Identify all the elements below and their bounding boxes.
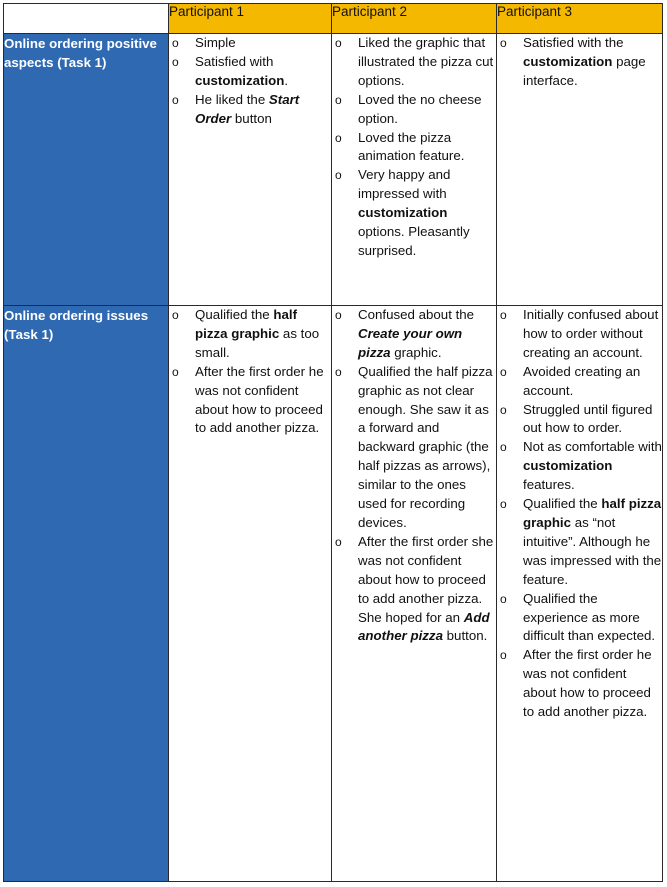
row-label-positive: Online ordering positive aspects (Task 1)	[4, 34, 169, 306]
list-item	[497, 34, 662, 91]
bullet-list	[497, 34, 662, 91]
bullet-icon: o	[500, 308, 507, 322]
list-item-text: graphic.	[390, 344, 442, 360]
list-item-text: page interface.	[523, 53, 646, 88]
list-item	[169, 363, 331, 439]
list-item	[169, 91, 331, 129]
list-item	[497, 401, 662, 439]
emphasis-text: Start Order	[195, 91, 300, 126]
bullet-icon: o	[172, 54, 179, 69]
emphasis-text: half pizza graphic	[523, 496, 662, 530]
list-item-text: Struggled until figured out how to order.	[523, 401, 653, 436]
list-item-text: Not as comfortable with	[523, 439, 662, 455]
bullet-icon: o	[500, 402, 507, 417]
cell-positive-participant-3	[497, 34, 663, 306]
list-item-text: Very happy and impressed with	[358, 167, 451, 202]
header-participant-1: Participant 1	[169, 4, 332, 34]
table-row	[4, 34, 663, 306]
list-item	[332, 533, 496, 646]
header-participant-3: Participant 3	[497, 4, 663, 34]
bullet-list	[169, 34, 331, 129]
cell-issues-participant-3	[497, 306, 663, 882]
list-item-text: Qualified the half pizza graphic as not clear enough. She saw it as a forward and backward graphic (the half pizzas as arrows), similar to the ones used for recording devices.	[358, 363, 493, 530]
list-item	[332, 166, 496, 261]
emphasis-text: Create your own pizza	[358, 325, 463, 360]
bullet-icon: o	[335, 364, 342, 379]
table-row	[4, 306, 663, 882]
emphasis-text: customization	[195, 72, 285, 88]
list-item	[332, 306, 496, 363]
list-item-text: Avoided creating an account.	[523, 363, 641, 398]
list-item-text: button.	[442, 628, 488, 644]
row-label-issues: Online ordering issues (Task 1)	[4, 306, 169, 882]
emphasis-text: customization	[523, 458, 613, 474]
list-item	[497, 590, 662, 647]
list-item	[497, 438, 662, 495]
bullet-list	[332, 306, 496, 646]
bullet-icon: o	[172, 92, 179, 107]
list-item-text: Simple	[195, 35, 236, 50]
cell-issues-participant-2	[332, 306, 497, 882]
list-item-text: as too small.	[195, 325, 320, 360]
list-item-text: Qualified the	[523, 496, 602, 512]
list-item-text: features.	[523, 477, 575, 493]
list-item-text: button	[231, 110, 272, 126]
bullet-icon: o	[500, 440, 507, 455]
list-item	[497, 306, 662, 363]
emphasis-text: customization	[358, 205, 448, 221]
bullet-icon: o	[335, 534, 342, 549]
bullet-icon: o	[335, 168, 342, 183]
emphasis-text: half pizza graphic	[195, 307, 297, 341]
emphasis-text: Add another pizza	[358, 609, 490, 644]
list-item	[332, 34, 496, 91]
list-item	[169, 34, 331, 53]
cell-issues-participant-1	[169, 306, 332, 882]
list-item-text: as “not intuitive”. Although he was impressed with the feature.	[523, 514, 662, 587]
list-item-text: Confused about the	[358, 307, 475, 322]
emphasis-text: customization	[523, 53, 613, 69]
list-item	[332, 91, 496, 129]
list-item	[497, 363, 662, 401]
list-item-text: Initially confused about how to order without creating an account.	[523, 307, 659, 360]
bullet-list	[497, 306, 662, 722]
list-item-text: Loved the pizza animation feature.	[358, 129, 465, 164]
list-item	[169, 53, 331, 91]
bullet-icon: o	[500, 364, 507, 379]
list-item-text: After the first order he was not confident about how to proceed to add another pizza.	[195, 363, 324, 436]
bullet-icon: o	[500, 591, 507, 606]
header-row	[4, 4, 663, 34]
bullet-icon: o	[172, 364, 179, 379]
bullet-icon: o	[500, 36, 507, 50]
list-item-text: Satisfied with	[195, 53, 274, 69]
list-item-text: Loved the no cheese option.	[358, 91, 482, 126]
bullet-list	[332, 34, 496, 261]
findings-table	[3, 3, 663, 882]
header-participant-2: Participant 2	[332, 4, 497, 34]
bullet-icon: o	[172, 308, 179, 322]
list-item	[497, 495, 662, 590]
list-item	[497, 646, 662, 722]
list-item	[169, 306, 331, 363]
bullet-icon: o	[335, 92, 342, 107]
list-item-text: Satisfied with the	[523, 35, 624, 50]
bullet-icon: o	[335, 308, 342, 322]
bullet-icon: o	[335, 36, 342, 50]
list-item-text: He liked the	[195, 91, 269, 107]
cell-positive-participant-1	[169, 34, 332, 306]
list-item-text: Qualified the	[195, 307, 274, 322]
corner-cell	[4, 4, 169, 34]
list-item	[332, 129, 496, 167]
list-item-text: Qualified the experience as more difficult than expected.	[523, 590, 656, 644]
list-item-text: After the first order she was not confident about how to proceed to add another pizza. She hoped for an	[358, 533, 494, 625]
bullet-icon: o	[500, 497, 507, 512]
bullet-icon: o	[335, 130, 342, 145]
bullet-icon: o	[500, 648, 507, 663]
cell-positive-participant-2	[332, 34, 497, 306]
list-item-text: Liked the graphic that illustrated the pizza cut options.	[358, 35, 494, 88]
list-item-text: options. Pleasantly surprised.	[358, 224, 470, 258]
list-item	[332, 363, 496, 533]
bullet-list	[169, 306, 331, 438]
list-item-text: After the first order he was not confident about how to proceed to add another pizza.	[523, 647, 652, 720]
list-item-text: .	[284, 72, 289, 88]
bullet-icon: o	[172, 36, 179, 50]
